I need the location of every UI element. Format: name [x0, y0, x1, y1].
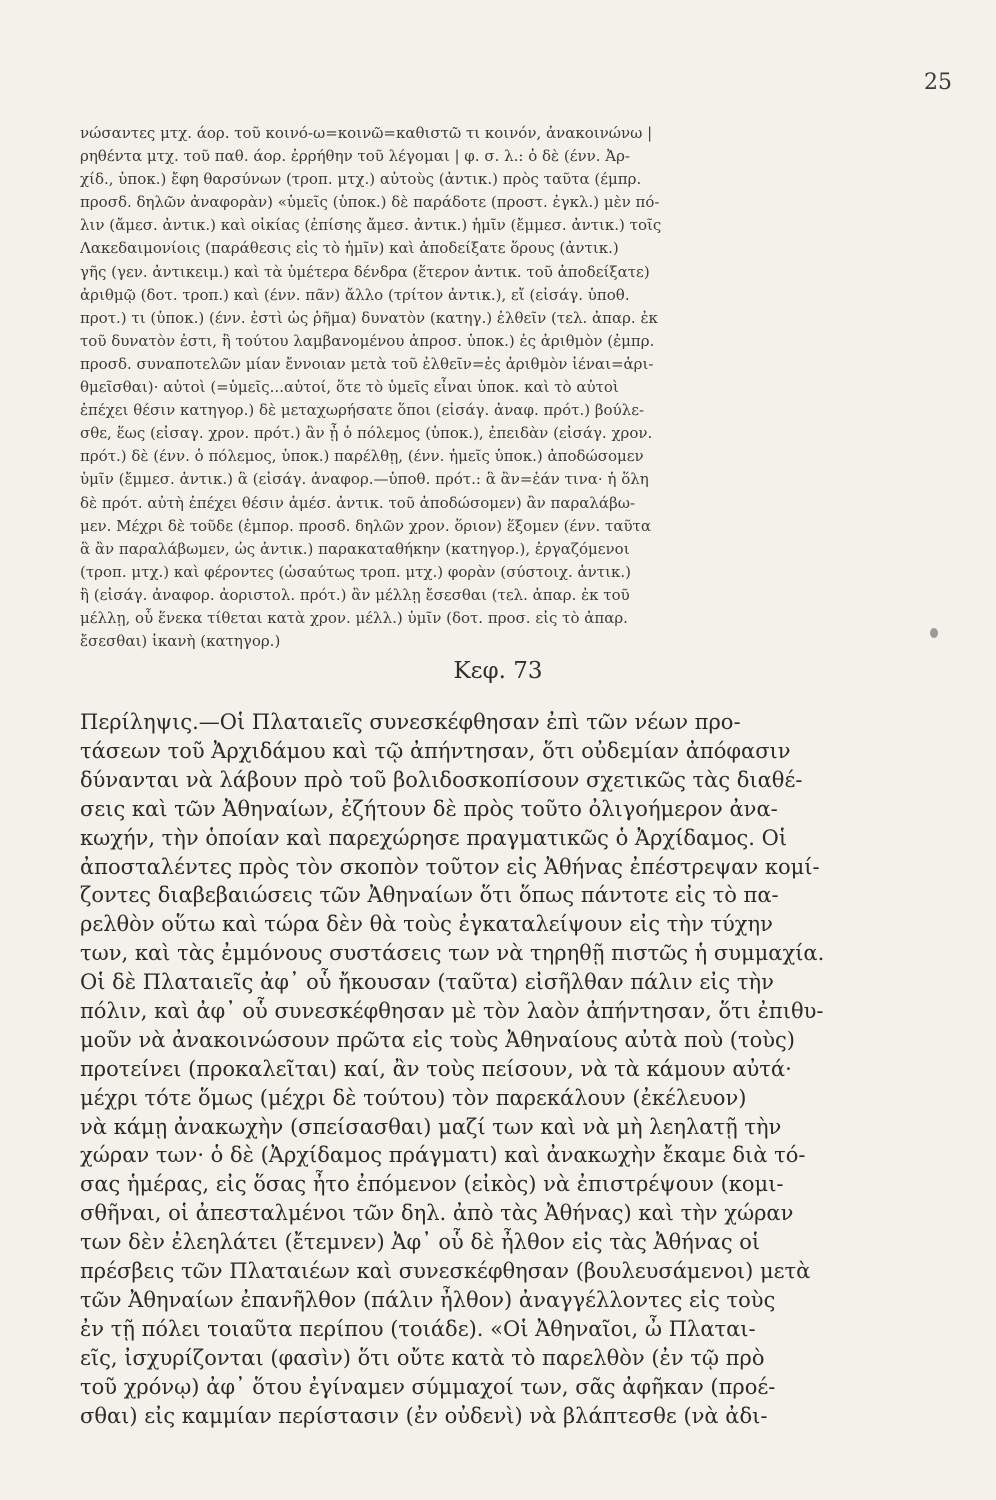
text-line: Οἱ δὲ Πλαταιεῖς ἀφ᾽ οὗ ἤκουσαν (ταῦτα) εἰσῆλθαν πάλιν εἰς τὴν [80, 970, 774, 994]
text-line: των δὲν ἐλεηλάτει (ἔτεμνεν) Ἀφ᾽ οὗ δὲ ἦλθον εἰς τὰς Ἀθήνας οἱ [80, 1230, 761, 1255]
notes-line: ἣ (εἰσάγ. ἀναφορ. ἀοριστολ. πρότ.) ἂν μέλλῃ ἔσεσθαι (τελ. ἀπαρ. ἐκ τοῦ [80, 585, 630, 604]
notes-line: ἔσεσθαι) ἱκανὴ (κατηγορ.) [80, 632, 281, 651]
text-line: νὰ κάμῃ ἀνακωχὴν (σπείσασθαι) μαζί των καὶ νὰ μὴ λεηλατῇ τὴν [80, 1114, 782, 1139]
translation-paragraph [80, 968, 880, 1431]
text-line: χώραν των· ὁ δὲ (Ἀρχίδαμος πράγματι) καὶ ἀνακωχὴν ἔκαμε διὰ τό- [80, 1143, 806, 1168]
text-line: τάσεων τοῦ Ἀρχιδάμου καὶ τῷ ἀπήντησαν, ὅτι οὐδεμίαν ἀπόφασιν [80, 738, 791, 763]
text-line: σθαι) εἰς καμμίαν περίστασιν (ἐν οὐδενὶ) νὰ βλάπτεσθε (νὰ ἀδι- [80, 1403, 768, 1428]
notes-line: προσδ. δηλῶν ἀναφορὰν) «ὑμεῖς (ὑποκ.) δὲ παράδοτε (προστ. ἐγκλ.) μὲν πό- [80, 193, 660, 212]
notes-line: προσδ. συναποτελῶν μίαν ἔννοιαν μετὰ τοῦ ἐλθεῖν=ἐς ἀριθμὸν ἰέναι=ἀρι- [80, 354, 654, 373]
text-line: σεις καὶ τῶν Ἀθηναίων, ἐζήτουν δὲ πρὸς τοῦτο ὀλιγοήμερον ἀνα- [80, 796, 778, 821]
notes-line: Λακεδαιμονίοις (παράθεσις εἰς τὸ ἡμῖν) καὶ ἀποδείξατε ὅρους (ἀντικ.) [80, 239, 619, 258]
notes-line: σθε, ἕως (εἰσαγ. χρον. πρότ.) ἂν ᾖ ὁ πόλεμος (ὑποκ.), ἐπειδὰν (εἰσάγ. χρον. [80, 424, 653, 443]
text-line: πρέσβεις τῶν Πλαταιέων καὶ συνεσκέφθησαν (βουλευσάμενοι) μετὰ [80, 1259, 811, 1284]
text-line: τοῦ χρόνῳ) ἀφ᾽ ὅτου ἐγίναμεν σύμμαχοί των, σᾶς ἀφῆκαν (προέ- [80, 1374, 776, 1399]
notes-line: ὑμῖν (ἔμμεσ. ἀντικ.) ἃ (εἰσάγ. ἀναφορ.—ὑποθ. πρότ.: ἃ ἂν=ἐάν τινα· ἡ ὅλη [80, 470, 649, 489]
text-line: ἀποσταλέντες πρὸς τὸν σκοπὸν τοῦτον εἰς Ἀθήνας ἐπέστρεψαν κομί- [80, 854, 820, 879]
notes-line: δὲ πρότ. αὐτὴ ἐπέχει θέσιν ἀμέσ. ἀντικ. τοῦ ἀποδώσομεν) ἂν παραλάβω- [80, 493, 636, 512]
text-line: Περίληψις.—Οἱ Πλαταιεῖς συνεσκέφθησαν ἐπὶ τῶν νέων προ- [80, 710, 741, 734]
notes-line: ἀριθμῷ (δοτ. τροπ.) καὶ (ένν. πᾶν) ἄλλο (τρίτον ἀντικ.), εἴ (εἰσάγ. ὑποθ. [80, 285, 630, 304]
chapter-heading: Κεφ. 73 [453, 658, 543, 684]
notes-line: νώσαντες μτχ. άορ. τοῦ κοινό-ω=κοινῶ=καθιστῶ τι κοινόν, ἀνακοινώνω | [80, 124, 653, 142]
notes-line: μεν. Μέχρι δὲ τοῦδε (ἐμπορ. προσδ. δηλῶν χρον. ὅριον) ἕξομεν (ένν. ταῦτα [80, 516, 651, 535]
notes-line: λιν (ἄμεσ. ἀντικ.) καὶ οἰκίας (ἐπίσης ἄμεσ. ἀντικ.) ἡμῖν (ἔμμεσ. ἀντικ.) τοῖς [80, 216, 662, 235]
text-line: τῶν Ἀθηναίων ἐπανῆλθον (πάλιν ἦλθον) ἀναγγέλλοντες εἰς τοὺς [80, 1287, 776, 1312]
ink-dot [930, 628, 938, 638]
notes-line: μέλλῃ, οὗ ἕνεκα τίθεται κατὰ χρον. μέλλ.) ὑμῖν (δοτ. προσ. εἰς τὸ ἀπαρ. [80, 608, 628, 627]
summary-paragraph [80, 708, 880, 968]
text-line: δύνανται νὰ λάβουν πρὸ τοῦ βολιδοσκοπίσουν σχετικῶς τὰς διαθέ- [80, 767, 803, 792]
text-line: προτείνει (προκαλεῖται) καί, ἂν τοὺς πείσουν, νὰ τὰ κάμουν αὐτά· [80, 1056, 792, 1081]
text-line: εῖς, ἰσχυρίζονται (φασὶν) ὅτι οὔτε κατὰ τὸ παρελθὸν (ἐν τῷ πρὸ [80, 1345, 765, 1370]
notes-line: θμεῖσθαι)· αὐτοὶ (=ὑμεῖς...αὐτοί, ὅτε τὸ ὑμεῖς εἶναι ὑποκ. καὶ τὸ αὐτοὶ [80, 378, 619, 397]
text-line: σας ἡμέρας, εἰς ὅσας ἦτο ἐπόμενον (εἰκὸς) νὰ ἐπιστρέψουν (κομι- [80, 1172, 784, 1197]
text-line: σθῆναι, οἱ ἀπεσταλμένοι τῶν δηλ. ἀπὸ τὰς Ἀθήνας) καὶ τὴν χώραν [80, 1201, 794, 1226]
text-line: ζοντες διαβεβαιώσεις τῶν Ἀθηναίων ὅτι ὅπως πάντοτε εἰς τὸ πα- [80, 883, 779, 908]
page-number: 25 [924, 70, 952, 95]
notes-line: ἃ ἂν παραλάβωμεν, ὡς ἀντικ.) παρακαταθήκην (κατηγορ.), ἐργαζόμενοι [80, 539, 630, 558]
grammatical-notes [80, 122, 880, 653]
text-line: των, καὶ τὰς ἐμμόνους συστάσεις των νὰ τηρηθῇ πιστῶς ἡ συμμαχία. [80, 941, 825, 966]
notes-line: προτ.) τι (ὑποκ.) (ένν. ἐστὶ ὡς ῥῆμα) δυνατὸν (κατηγ.) ἐλθεῖν (τελ. ἀπαρ. ἐκ [80, 308, 658, 327]
notes-line: ἐπέχει θέσιν κατηγορ.) δὲ μεταχωρήσατε ὅποι (εἰσάγ. ἀναφ. πρότ.) βούλε- [80, 401, 645, 420]
text-line: μέχρι τότε ὅμως (μέχρι δὲ τούτου) τὸν παρεκάλουν (ἐκέλευον) [80, 1085, 747, 1110]
notes-line: γῆς (γεν. ἀντικειμ.) καὶ τὰ ὑμέτερα δένδρα (ἕτερον ἀντικ. τοῦ ἀποδείξατε) [80, 262, 650, 281]
text-line: ρελθὸν οὕτω καὶ τώρα δὲν θὰ τοὺς ἐγκαταλείψουν εἰς τὴν τύχην [80, 912, 773, 937]
notes-line: (τροπ. μτχ.) καὶ φέροντες (ὡσαύτως τροπ. μτχ.) φορὰν (σύστοιχ. ἀντικ.) [80, 562, 631, 581]
text-line: κωχήν, τὴν ὁποίαν καὶ παρεχώρησε πραγματικῶς ὁ Ἀρχίδαμος. Οἱ [80, 825, 788, 850]
notes-line: πρότ.) δὲ (ένν. ὁ πόλεμος, ὑποκ.) παρέλθῃ, (ένν. ἡμεῖς ὑποκ.) ἀποδώσομεν [80, 447, 644, 466]
text-line: πόλιν, καὶ ἀφ᾽ οὗ συνεσκέφθησαν μὲ τὸν λαὸν ἀπήντησαν, ὅτι ἐπιθυ- [80, 998, 824, 1023]
notes-line: ρηθέντα μτχ. τοῦ παθ. άορ. ἐρρήθην τοῦ λέγομαι | φ. σ. λ.: ὁ δὲ (ένν. Ἀρ- [80, 147, 630, 166]
text-line: μοῦν νὰ ἀνακοινώσουν πρῶτα εἰς τοὺς Ἀθηναίους αὐτὰ ποὺ (τοὺς) [80, 1027, 795, 1052]
notes-line: χίδ., ὑποκ.) ἔφη θαρσύνων (τροπ. μτχ.) αὐτοὺς (ἀντικ.) πρὸς ταῦτα (έμπρ. [80, 170, 642, 189]
text-line: ἐν τῇ πόλει τοιαῦτα περίπου (τοιάδε). «Οἱ Ἀθηναῖοι, ὦ Πλαται- [80, 1316, 756, 1341]
notes-line: τοῦ δυνατὸν ἐστι, ἢ τούτου λαμβανομένου ἀπροσ. ὑποκ.) ἐς ἀριθμὸν (ἐμπρ. [80, 331, 655, 350]
